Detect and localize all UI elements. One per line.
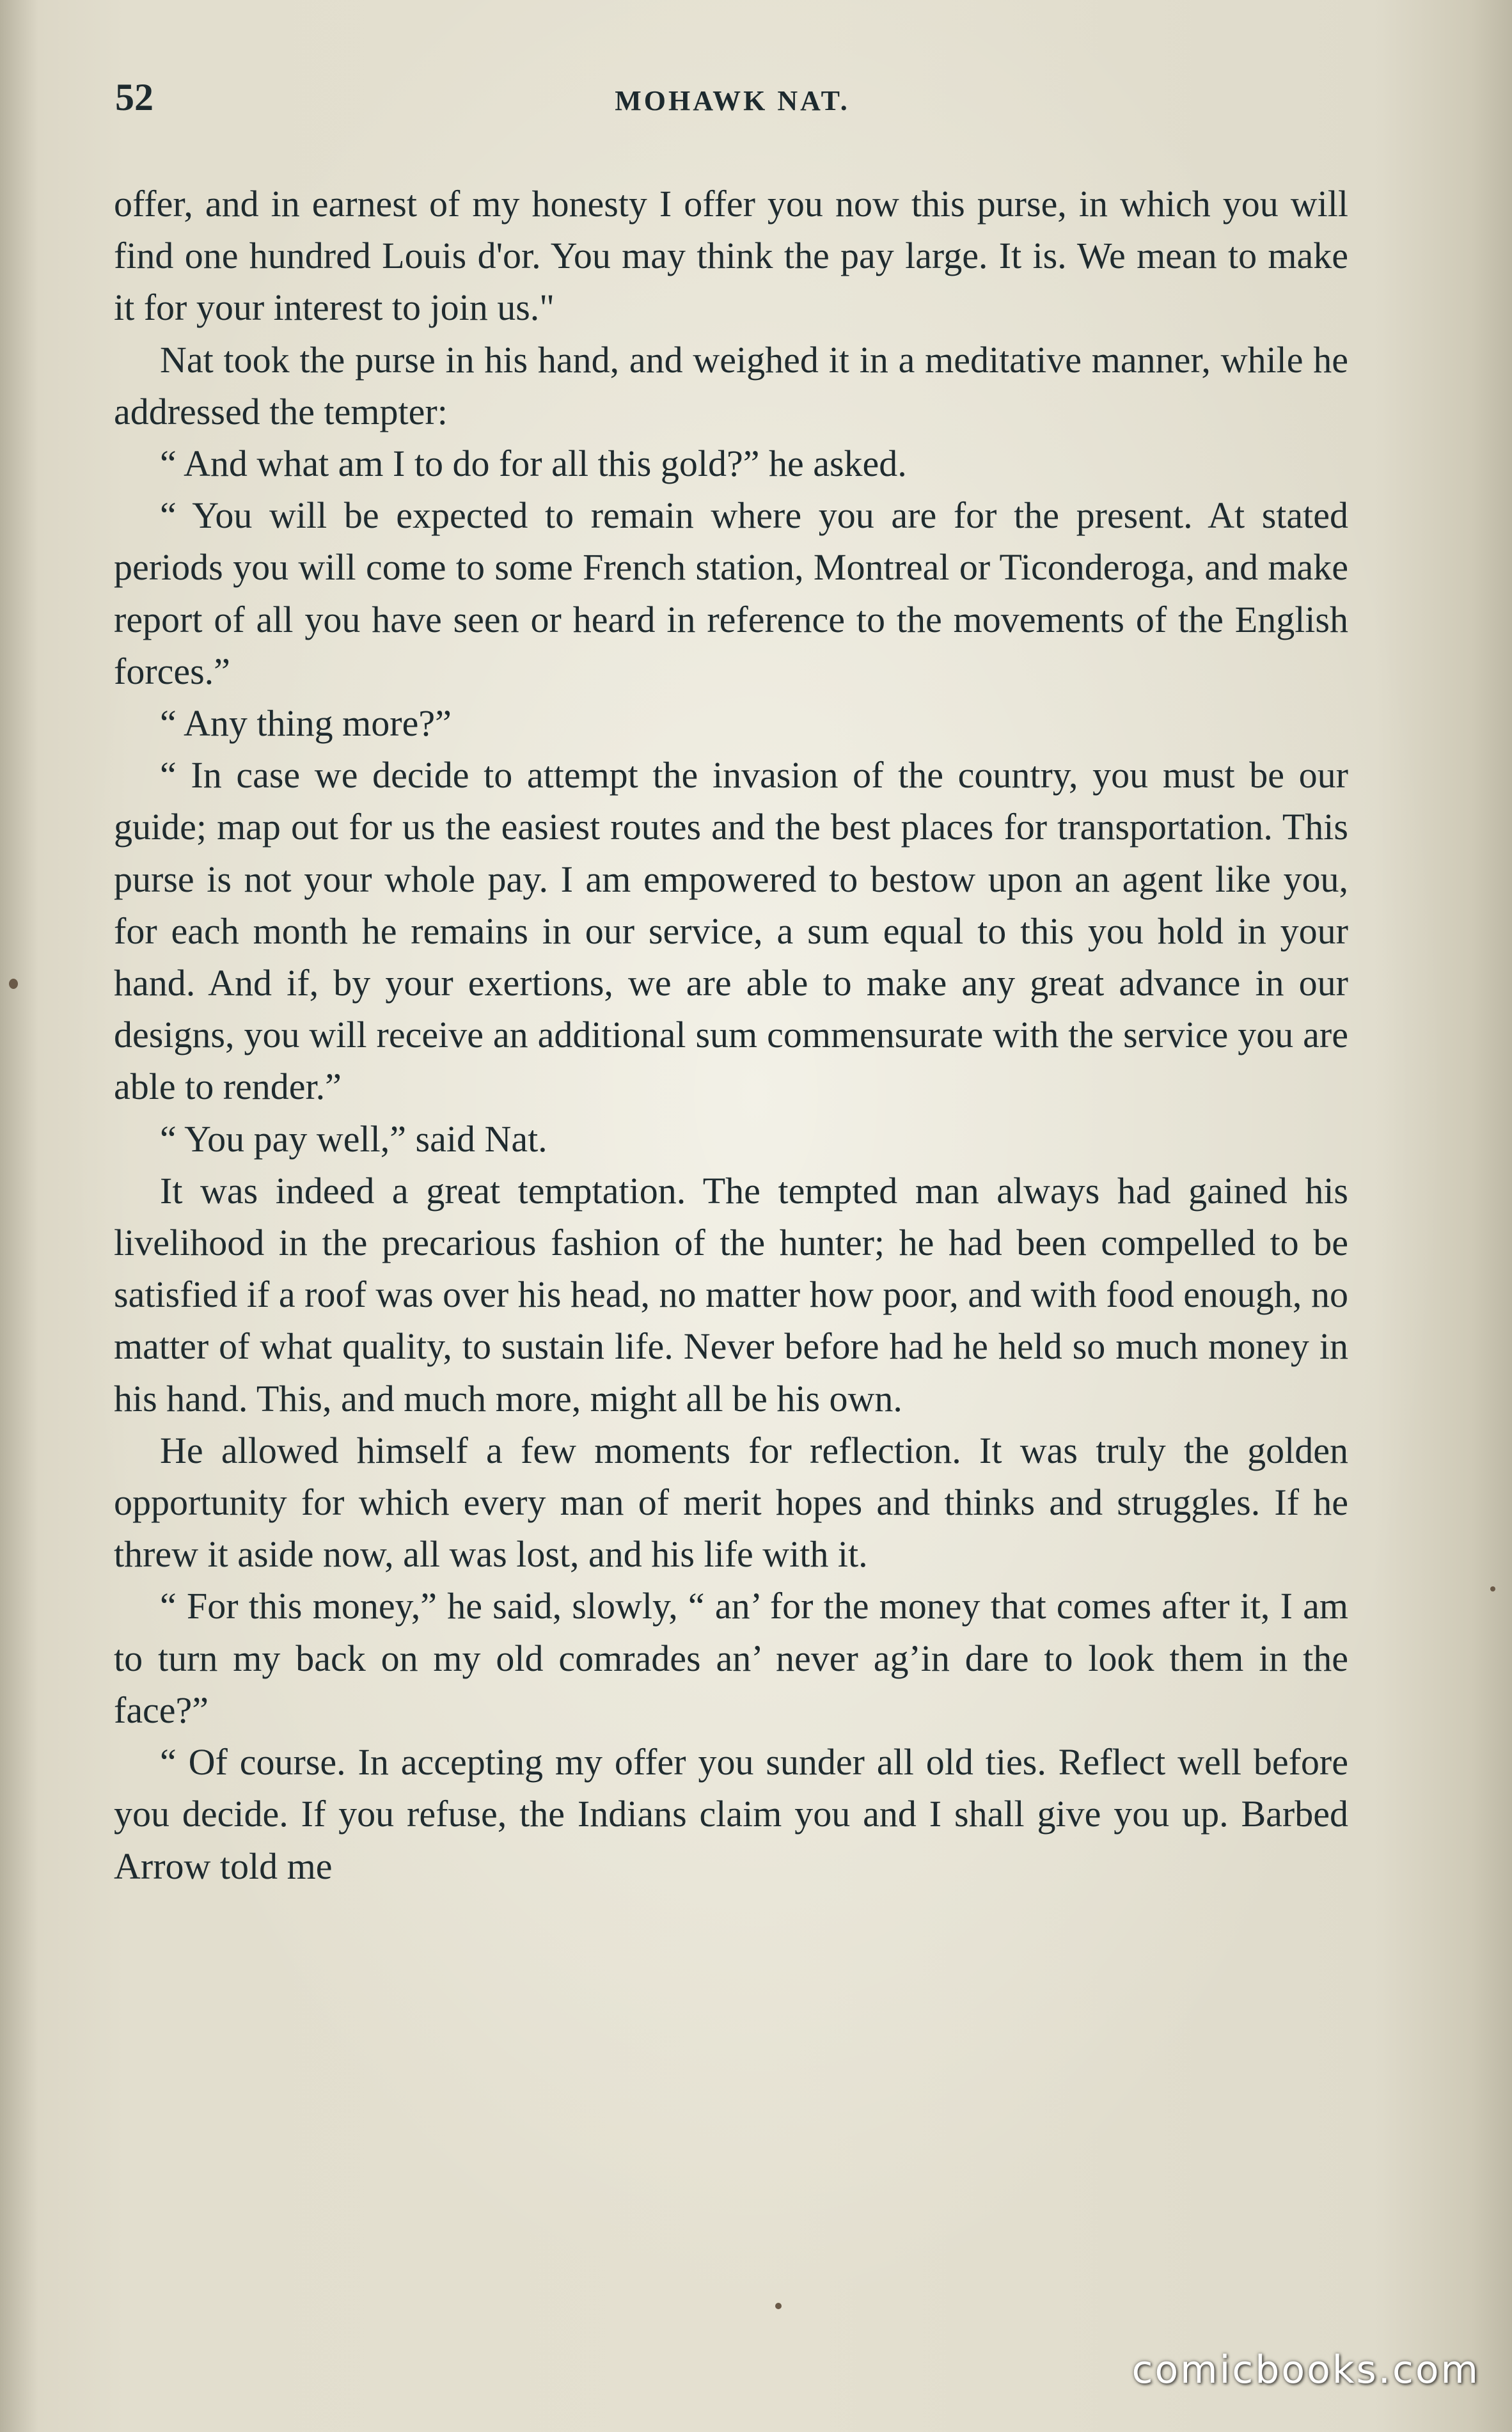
paragraph: It was indeed a great temptation. The tempted man always had gained his livelihood in the precarious fashion of the hunter; he had been compelled to be satisfied if a roof was over his head, no matter how poor, and with food enough, no matter of what quality, to sustain life. Never before had he held so much money in his hand. This, and much more, might all be his own. (114, 1169, 1348, 1419)
paragraph: “ Any thing more?” (160, 702, 452, 745)
paragraph: “ For this money,” he said, slowly, “ an’ for the money that comes after it, I am to turn my back on my old comrades an’ never ag’in dare to look them in the face?” (114, 1585, 1348, 1731)
paragraph: “ In case we decide to attempt the invasion of the country, you must be our guide; map out for us the easiest routes and the best places for transportation. This purse is not your whole pay. I am empowered to bestow upon an agent like you, for each month he remains in our service, a sum equal to this you hold in your hand. And if, by your exertions, we are able to make any great advance in our designs, you will receive an additional sum commensurate with the service you are able to render.” (114, 754, 1348, 1108)
watermark: comicbooks.com (1131, 2348, 1480, 2392)
page-number: 52 (115, 76, 154, 118)
paragraph: He allowed himself a few moments for reflection. It was truly the golden opportunity for which every man of merit hopes and thinks and struggles. If he threw it aside now, all was lost, and his life with it. (114, 1429, 1348, 1575)
paragraph: “ You will be expected to remain where you are for the present. At stated periods you will come to some French station, Montreal or Ticonderoga, and make report of all you have seen or heard in reference to the movements of the English forces.” (114, 494, 1348, 692)
body-text (114, 178, 1348, 1892)
paragraph: “ Of course. In accepting my offer you sunder all old ties. Reflect well before you decide. If you refuse, the Indians claim you and I shall give you up. Barbed Arrow told me (114, 1741, 1348, 1887)
page-header (115, 75, 1350, 127)
paragraph: “ And what am I to do for all this gold?” he asked. (160, 443, 907, 485)
paragraph: “ You pay well,” said Nat. (160, 1117, 547, 1160)
paragraph-continued: offer, and in earnest of my honesty I offer you now this purse, in which you will find one hundred Louis d'or. You may think the pay large. It is. We mean to make it for your interest to join us." (114, 183, 1348, 329)
running-title: MOHAWK NAT. (615, 85, 850, 116)
paper-speck (775, 2303, 782, 2309)
paper-speck (9, 979, 18, 989)
paragraph: Nat took the purse in his hand, and weighed it in a meditative manner, while he addressed the tempter: (114, 338, 1348, 432)
paper-speck (1490, 1586, 1495, 1591)
